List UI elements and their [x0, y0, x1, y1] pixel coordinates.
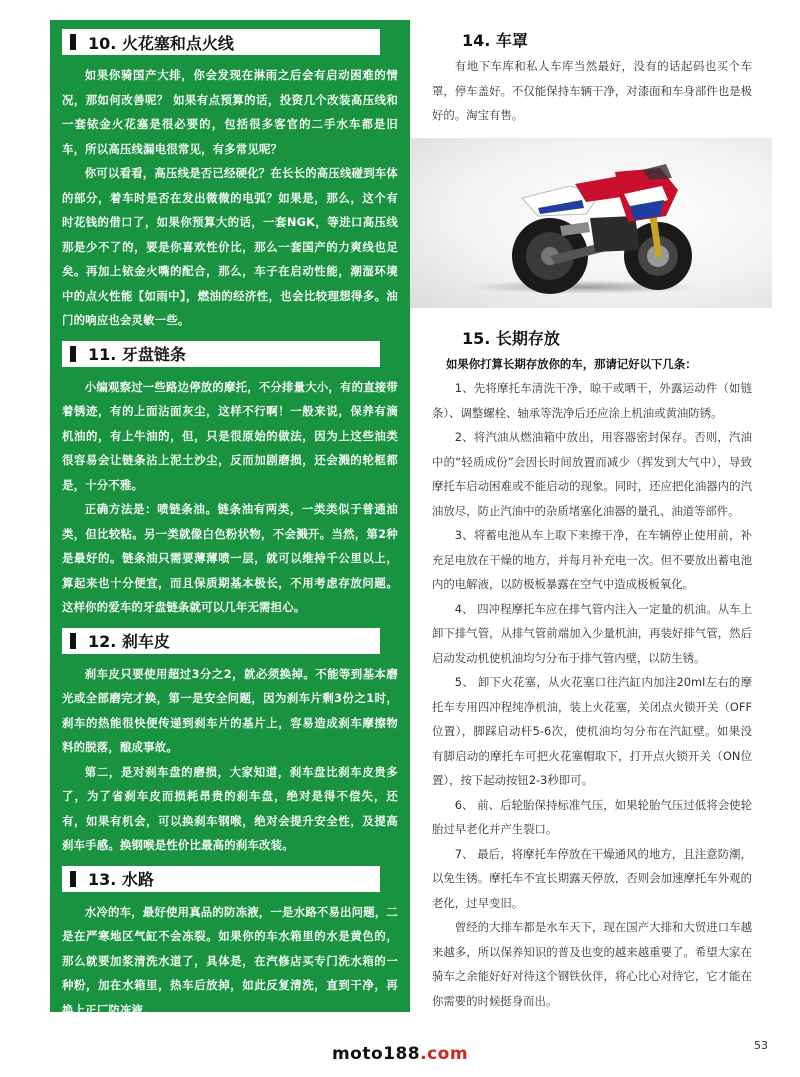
section-chain	[62, 341, 398, 620]
section-heading: 11. 牙盘链条	[62, 341, 380, 367]
list-item: 7、 最后，将摩托车停放在干燥通风的地方，且注意防潮，以免生锈。摩托车不宜长期露天停放，否则会加速摩托车外观的老化，过早变旧。	[432, 846, 752, 910]
site-logo[interactable]	[0, 1044, 800, 1064]
motorcycle-photo	[410, 138, 772, 308]
logo-suffix: .com	[420, 1044, 469, 1064]
paragraph: 水冷的车，最好使用真品的防冻液，一是水路不易出问题，二是在严寒地区气缸不会冻裂。如果你的车水箱里的水是黄色的，那么就要加浆清洗水道了，具体是，在汽修店买专门洗水箱的一种粉，加在水箱里，热车后放掉，如此反复清洗，直到干净，再换上正厂防冻液。	[62, 904, 398, 1017]
closing-paragraph: 曾经的大排车都是水车天下，现在国产大排和大贸进口车越来越多，所以保养知识的普及也变的越来越重要了。希望大家在骑车之余能好好对待这个钢铁伙伴，将心比心对待它，它才能在你需要的时候挺身而出。	[432, 920, 752, 1008]
section-storage	[432, 326, 752, 1014]
list-item: 4、 四冲程摩托车应在排气管内注入一定量的机油。从车上卸下排气管，从排气管前端加入少量机油，再装好排气管，然后启动发动机使机油均匀分布于排气管内壁，以防生锈。	[432, 601, 752, 665]
page-number: 53	[754, 1039, 768, 1052]
section-lead: 如果你打算长期存放你的车，那请记好以下几条：	[446, 356, 697, 371]
list-item: 6、 前、后轮胎保持标准气压，如果轮胎气压过低将会使轮胎过早老化并产生裂口。	[432, 797, 752, 836]
list-item: 5、 卸下火花塞，从火花塞口往汽缸内加注20ml左右的摩托车专用四冲程纯净机油，装上火花塞，关闭点火锁开关（OFF位置），脚踩启动杆5-6次，使机油均匀分布在汽缸壁。如果没有脚启动的摩托车可把火花塞帽取下，打开点火锁开关（ON位置），按下起动按钮2-3秒即可。	[432, 675, 752, 787]
paragraph: 第二，是对刹车盘的磨损，大家知道，刹车盘比刹车皮贵多了，为了省刹车皮而损耗昂贵的刹车盘，绝对是得不偿失，还有，如果有机会，可以换刹车钢喉，绝对会提升安全性，及提高刹车手感。换钢喉是性价比最高的刹车改装。	[62, 764, 398, 852]
section-brake-pad	[62, 628, 398, 858]
list-item: 1、先将摩托车清洗干净，晾干或晒干，外露运动件（如链条）、调整螺栓、轴承等洗净后还应涂上机油或黄油防锈。	[432, 381, 752, 420]
section-cooling	[62, 866, 398, 1023]
section-heading: 14. 车罩	[462, 31, 528, 50]
section-cover	[432, 28, 752, 128]
section-heading: 15. 长期存放	[462, 328, 560, 348]
list-item: 3、将蓄电池从车上取下来擦干净，在车辆停止使用前，补充足电放在干燥的地方，并每月补充电一次。但不要放出蓄电池内的电解液，以防极板暴露在空气中造成极板氧化。	[432, 528, 752, 591]
left-content-panel	[50, 20, 410, 1017]
paragraph: 正确方法是：喷链条油。链条油有两类，一类类似于普通油类，但比较粘。另一类就像白色粉状物，不会溅开。当然，第2种是最好的。链条油只需要薄薄喷一层，就可以维持千公里以上，算起来也十分便宜，而且保质期基本极长，不用考虑存放问题。这样你的爱车的牙盘链条就可以几年无需担心。	[62, 502, 398, 614]
paragraph: 你可以看看，高压线是否已经硬化？在长长的高压线碰到车体的部分，着车时是否在发出微微的电弧？如果是，那么，这个有时花钱的借口了，如果你预算大的话，一套NGK，等进口高压线那是少不了的，要是你喜欢性价比，那么一套国产的力爽线也足矣。再加上铱金火嘴的配合，那么，车子在启动性能，潮湿环境中的点火性能【如雨中】，燃油的经济性，也会比较理想得多。油门的响应也会灵敏一些。	[62, 166, 398, 327]
section-heading: 10. 火花塞和点火线	[62, 29, 380, 55]
paragraph: 小编观察过一些路边停放的摩托，不分排量大小，有的直接带着锈迹，有的上面沾面灰尘，这样不行啊！一般来说，保养有滴机油的，有上牛油的，但，只是很原始的做法，因为上这些油类很容易会让链条沾上泥土沙尘，反而加剧磨损，还会溅的轮框都是，十分不雅。	[62, 379, 398, 492]
right-content-column	[432, 28, 752, 1013]
paragraph: 如果你骑国产大排，你会发现在淋雨之后会有启动困难的情况，那如何改善呢？ 如果有点预算的话，投资几个改装高压线和一套铱金火花塞是很必要的，包括很多客官的二手水车都是旧车，所以高压线漏电很常见，有多常见呢？	[62, 68, 398, 156]
paragraph: 有地下车库和私人车库当然最好，没有的话起码也买个车罩，停车盖好。不仅能保持车辆干净，对漆面和车身部件也是极好的。淘宝有售。	[432, 59, 752, 122]
section-spark-plug	[62, 29, 398, 333]
section-heading: 12. 刹车皮	[62, 628, 380, 654]
list-item: 2、将汽油从燃油箱中放出，用容器密封保存。否则，汽油中的“轻质成份”会因长时间放置而减少（挥发到大气中），导致摩托车启动困难或不能启动的现象。同时，还应把化油器内的汽油放尽，防止汽油中的杂质堵塞化油器的量孔、油道等部件。	[432, 430, 752, 518]
section-heading: 13. 水路	[62, 866, 380, 892]
logo-main: moto188	[331, 1044, 421, 1064]
paragraph: 刹车皮只要使用超过3分之2，就必须换掉。不能等到基本磨光或全部磨完才换，第一是安全问题，因为刹车片剩3份之1时，刹车的热能很快便传递到刹车片的基片上，容易造成刹车摩擦物料的脱落，酿成事故。	[62, 666, 398, 754]
motorcycle-icon	[410, 138, 750, 308]
